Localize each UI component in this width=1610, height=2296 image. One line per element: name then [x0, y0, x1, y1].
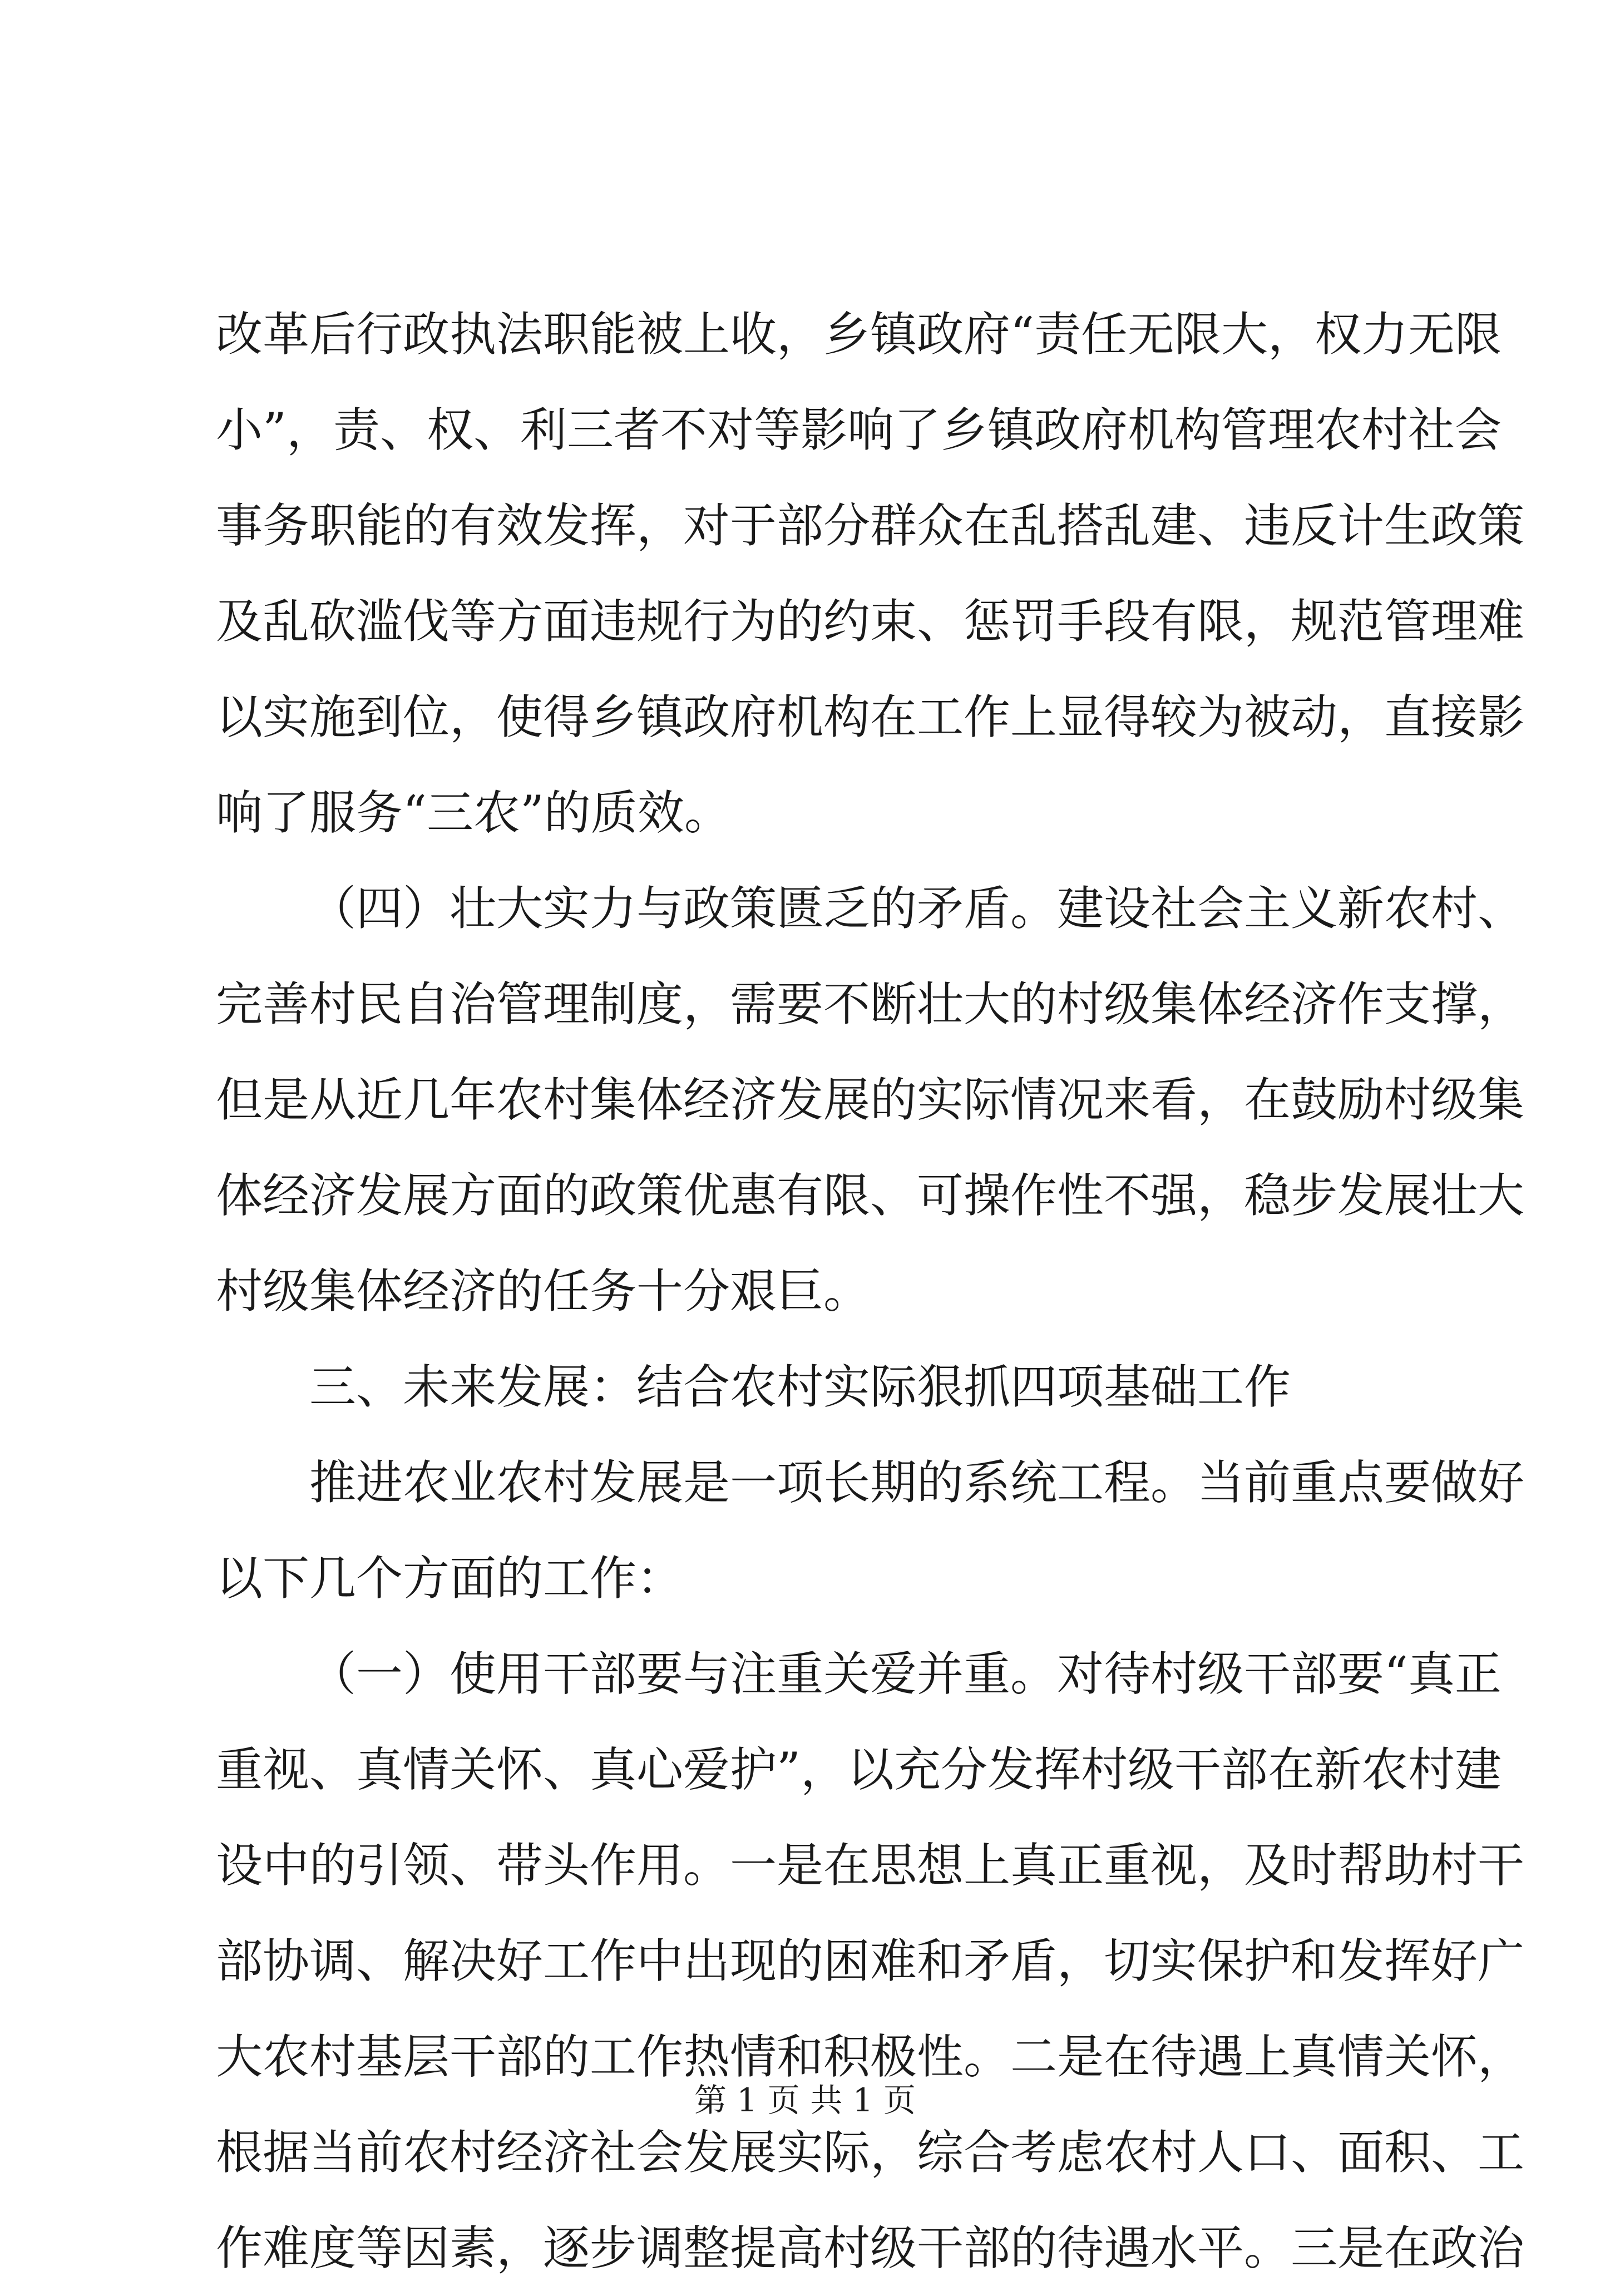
text-line: 小”，责、权、利三者不对等影响了乡镇政府机构管理农村社会: [216, 403, 1502, 457]
text-line: 作难度等因素，逐步调整提高村级干部的待遇水平。三是在政治: [216, 2221, 1525, 2275]
text-line: 以实施到位，使得乡镇政府机构在工作上显得较为被动，直接影: [216, 690, 1525, 744]
section-heading: 三、未来发展：结合农村实际狠抓四项基础工作: [309, 1360, 1291, 1414]
text-line: 部协调、解决好工作中出现的困难和矛盾，切实保护和发挥好广: [216, 1934, 1525, 1988]
paragraph-heading: （四）壮大实力与政策匮乏的矛盾。建设社会主义新农村、: [309, 881, 1525, 936]
text-line: 响了服务“三农”的质效。: [216, 786, 731, 840]
text-line: 以下几个方面的工作：: [216, 1551, 684, 1606]
paragraph-heading: （一）使用干部要与注重关爱并重。对待村级干部要“真正: [309, 1647, 1502, 1701]
page-number: 第 1 页 共 1 页: [694, 2081, 916, 2119]
text-line: 推进农业农村发展是一项长期的系统工程。当前重点要做好: [309, 1455, 1525, 1510]
page-footer: [0, 2078, 1610, 2122]
text-line: 及乱砍滥伐等方面违规行为的约束、惩罚手段有限，规范管理难: [216, 594, 1525, 649]
text-line: 设中的引领、带头作用。一是在思想上真正重视，及时帮助村干: [216, 1838, 1525, 1893]
text-line: 村级集体经济的任务十分艰巨。: [216, 1264, 871, 1319]
text-line: 大农村基层干部的工作热情和积极性。二是在待遇上真情关怀，: [216, 2030, 1525, 2084]
text-line: 完善村民自治管理制度，需要不断壮大的村级集体经济作支撑，: [216, 977, 1525, 1031]
text-line: 根据当前农村经济社会发展实际，综合考虑农村人口、面积、工: [216, 2125, 1525, 2180]
body-text: [216, 287, 1525, 2296]
text-line: 体经济发展方面的政策优惠有限、可操作性不强，稳步发展壮大: [216, 1168, 1525, 1223]
text-line: 改革后行政执法职能被上收，乡镇政府“责任无限大，权力无限: [216, 307, 1502, 362]
text-line: 事务职能的有效发挥，对于部分群众在乱搭乱建、违反计生政策: [216, 498, 1525, 553]
text-line: 重视、真情关怀、真心爱护”，以充分发挥村级干部在新农村建: [216, 1742, 1502, 1797]
text-line: 但是从近几年农村集体经济发展的实际情况来看，在鼓励村级集: [216, 1073, 1525, 1127]
